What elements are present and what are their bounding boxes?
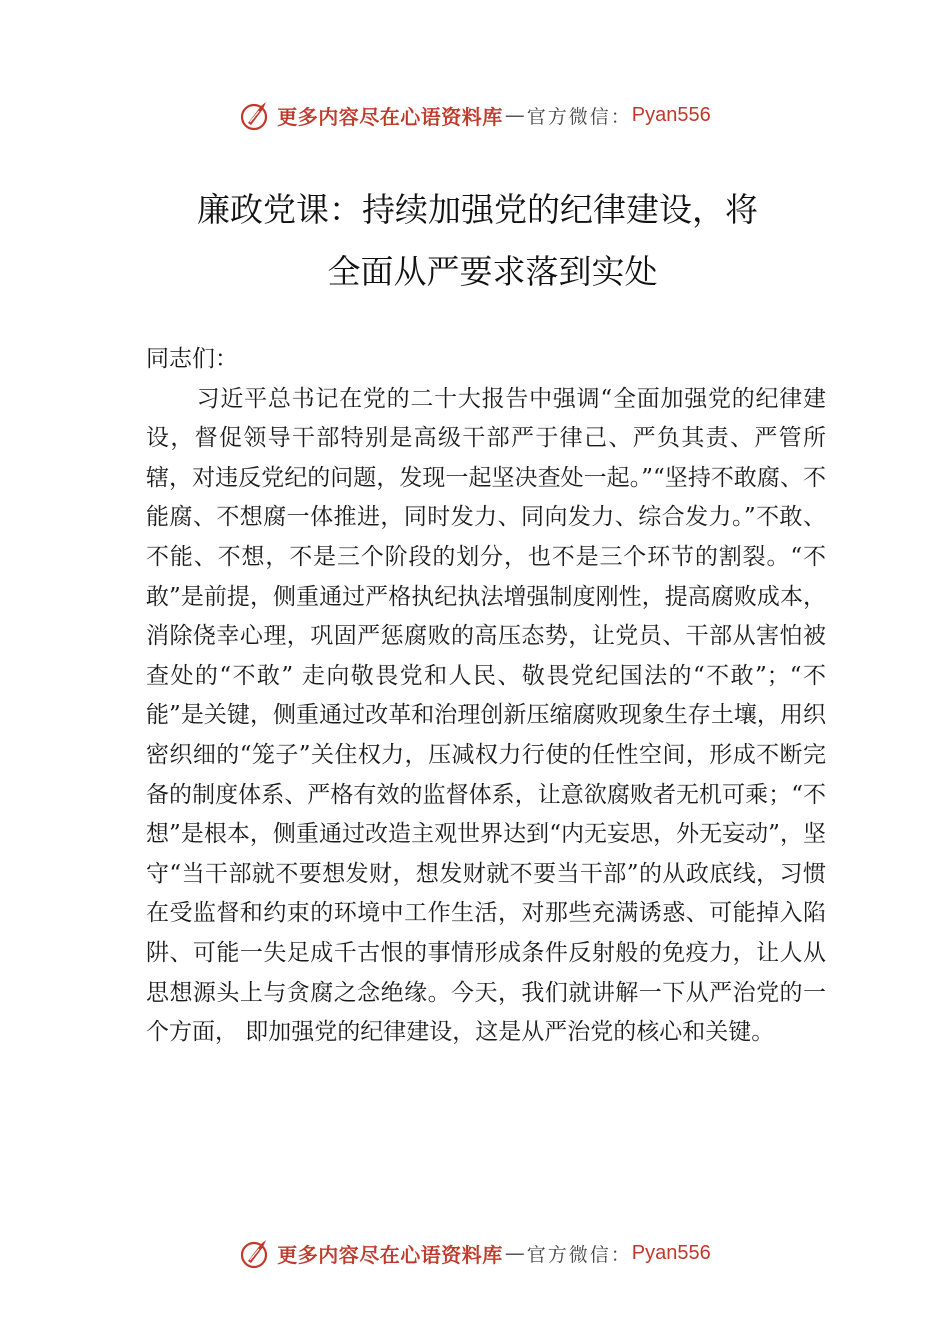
banner-wechat-label: 官方微信： — [526, 105, 632, 128]
banner-wechat-label: 官方微信： — [526, 1243, 632, 1266]
banner-wechat-id: Pyan556 — [631, 103, 711, 126]
quill-pen-logo-icon — [239, 1236, 273, 1270]
header-watermark-banner — [0, 95, 950, 135]
body-paragraph: 习近平总书记在党的二十大报告中强调“全面加强党的纪律建设，督促领导干部特别是高级干部严于律己、严负其责、严管所辖，对违反党纪的问题，发现一起坚决查处一起。”“坚持不敢腐、不能腐、不想腐一体推进，同时发力、同向发力、综合发力。”不敢、不能、不想，不是三个阶段的划分，也不是三个环节的割裂。“不敢”是前提，侧重通过严格执纪执法增强制度刚性，提高腐败成本，消除侥幸心理，巩固严惩腐败的高压态势，让党员、干部从害怕被查处的“不敢” 走向敬畏党和人民、敬畏党纪国法的“不敢”；“不能”是关键，侧重通过改革和治理创新压缩腐败现象生存土壤，用织密织细的“笼子”关住权力，压减权力行使的任性空间，形成不断完备的制度体系、严格有效的监督体系，让意欲腐败者无机可乘；“不想”是根本，侧重通过改造主观世界达到“内无妄思，外无妄动”，坚守“当干部就不要想发财，想发财就不要当干部”的从政底线，习惯在受监督和约束的环境中工作生活，对那些充满诱惑、可能掉入陷阱、可能一失足成千古恨的事情形成条件反射般的免疫力，让人从思想源头上与贪腐之念绝缘。今天，我们就讲解一下从严治党的一个方面， 即加强党的纪律建设，这是从严治党的核心和关键。 — [146, 385, 826, 1046]
banner-brand-text: 更多内容尽在心语资料库 — [277, 1242, 503, 1267]
banner-separator: — — [504, 1241, 525, 1265]
quill-pen-logo-icon — [239, 98, 273, 132]
banner-wechat-id: Pyan556 — [631, 1241, 711, 1264]
footer-watermark-banner — [0, 1233, 950, 1273]
salutation: 同志们： — [146, 346, 238, 372]
document-title-line-2: 全面从严要求落到实处 — [327, 252, 658, 291]
banner-separator: — — [504, 103, 525, 127]
document-body — [146, 340, 826, 1053]
document-title-line-1: 廉政党课：持续加强党的纪律建设，将 — [197, 190, 758, 229]
banner-brand-text: 更多内容尽在心语资料库 — [277, 104, 503, 129]
